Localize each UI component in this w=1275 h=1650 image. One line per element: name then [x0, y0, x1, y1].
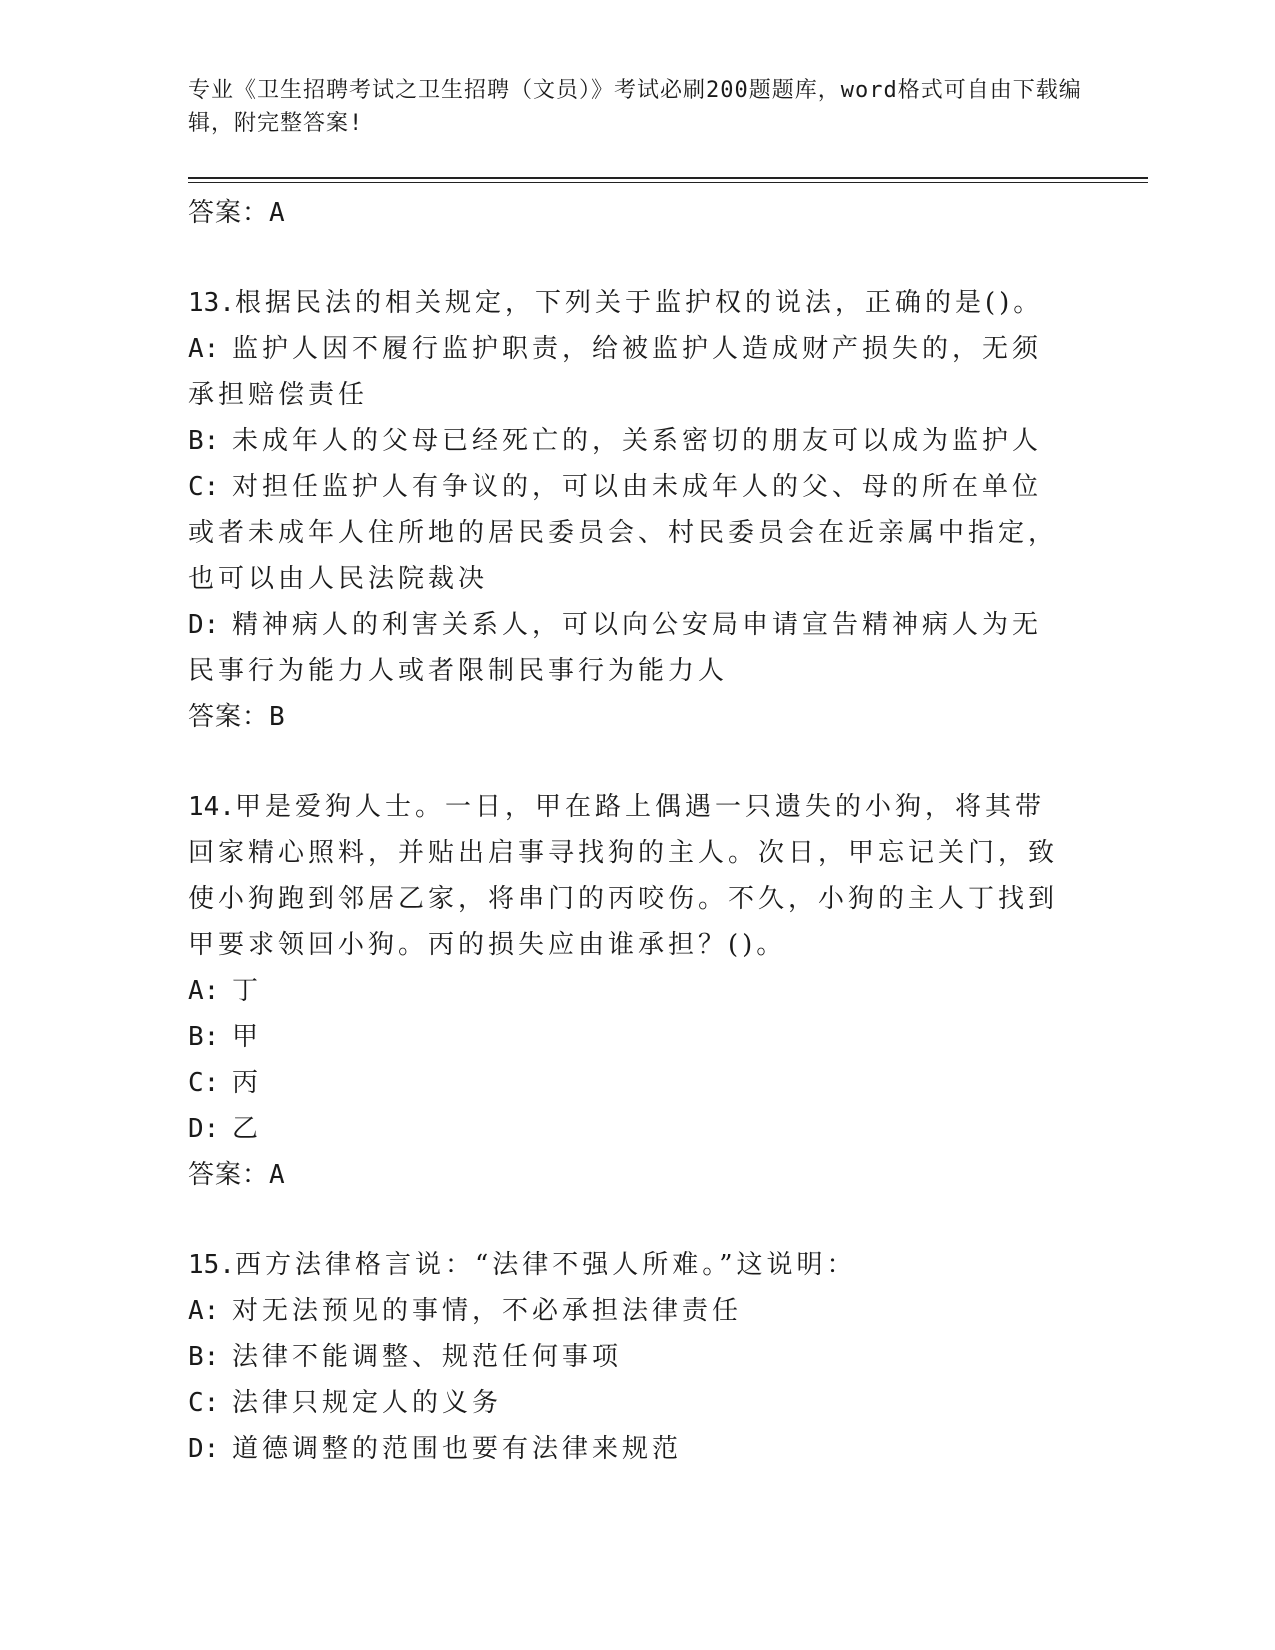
- question-15: [188, 1242, 1068, 1472]
- option-text: 道德调整的范围也要有法律来规范: [232, 1434, 683, 1464]
- option-label: D:: [188, 1114, 220, 1144]
- option-c: [188, 1060, 1068, 1106]
- answer-value: A: [269, 1160, 286, 1190]
- question-number: 13.: [188, 288, 235, 318]
- option-text: 监护人因不履行监护职责，给被监护人造成财产损失的，无须承担赔偿责任: [188, 334, 1043, 410]
- option-c: [188, 464, 1068, 602]
- option-a: [188, 326, 1068, 418]
- page-header: 专业《卫生招聘考试之卫生招聘（文员）》考试必刷200题题库，word格式可自由下载编辑，附完整答案!: [188, 78, 1082, 136]
- question-body: 甲是爱狗人士。一日，甲在路上偶遇一只遗失的小狗，将其带回家精心照料，并贴出启事寻找狗的主人。次日，甲忘记关门，致使小狗跑到邻居乙家，将串门的丙咬伤。不久，小狗的主人丁找到甲要求领回小狗。丙的损失应由谁承担？()。: [188, 792, 1059, 960]
- option-b: [188, 1334, 1068, 1380]
- option-text: 丙: [232, 1068, 263, 1098]
- option-label: B:: [188, 1022, 220, 1052]
- option-label: C:: [188, 472, 220, 502]
- question-number: 15.: [188, 1250, 235, 1280]
- option-b: [188, 1014, 1068, 1060]
- question-14: [188, 784, 1068, 1198]
- option-text: 未成年人的父母已经死亡的，关系密切的朋友可以成为监护人: [232, 426, 1043, 456]
- option-text: 法律只规定人的义务: [232, 1388, 503, 1418]
- option-text: 对担任监护人有争议的，可以由未成年人的父、母的所在单位或者未成年人住所地的居民委员会、村民委员会在近亲属中指定，也可以由人民法院裁决: [188, 472, 1059, 594]
- option-a: [188, 1288, 1068, 1334]
- option-label: D:: [188, 1434, 220, 1464]
- answer-value: A: [269, 198, 286, 228]
- option-text: 精神病人的利害关系人，可以向公安局申请宣告精神病人为无民事行为能力人或者限制民事行为能力人: [188, 610, 1043, 686]
- option-text: 乙: [232, 1114, 263, 1144]
- header-rule-thick: [188, 177, 1148, 179]
- question-13: [188, 280, 1068, 740]
- answer-line: [188, 1152, 1068, 1198]
- question-body: 西方法律格言说：“法律不强人所难。”这说明：: [234, 1250, 857, 1280]
- answer-line: [188, 694, 1068, 740]
- option-d: [188, 1426, 1068, 1472]
- question-text: [188, 784, 1068, 968]
- option-text: 甲: [232, 1022, 263, 1052]
- option-b: [188, 418, 1068, 464]
- question-text: [188, 1242, 1068, 1288]
- option-label: C:: [188, 1068, 220, 1098]
- option-label: A:: [188, 1296, 220, 1326]
- option-label: A:: [188, 976, 220, 1006]
- option-label: B:: [188, 426, 220, 456]
- answer-label: 答案：: [188, 1160, 270, 1190]
- option-a: [188, 968, 1068, 1014]
- header-rule-thin: [188, 182, 1148, 183]
- option-text: 法律不能调整、规范任何事项: [232, 1342, 623, 1372]
- option-label: D:: [188, 610, 220, 640]
- question-text: [188, 280, 1068, 326]
- option-label: B:: [188, 1342, 220, 1372]
- option-c: [188, 1380, 1068, 1426]
- option-d: [188, 602, 1068, 694]
- answer-label: 答案：: [188, 702, 270, 732]
- answer-label: 答案：: [188, 198, 270, 228]
- option-label: C:: [188, 1388, 220, 1418]
- question-body: 根据民法的相关规定，下列关于监护权的说法，正确的是()。: [234, 288, 1044, 318]
- option-label: A:: [188, 334, 220, 364]
- answer-value: B: [269, 702, 286, 732]
- answer-line: [188, 190, 1068, 236]
- option-text: 对无法预见的事情，不必承担法律责任: [232, 1296, 743, 1326]
- question-number: 14.: [188, 792, 235, 822]
- option-d: [188, 1106, 1068, 1152]
- option-text: 丁: [232, 976, 263, 1006]
- document-content: [188, 190, 1068, 1472]
